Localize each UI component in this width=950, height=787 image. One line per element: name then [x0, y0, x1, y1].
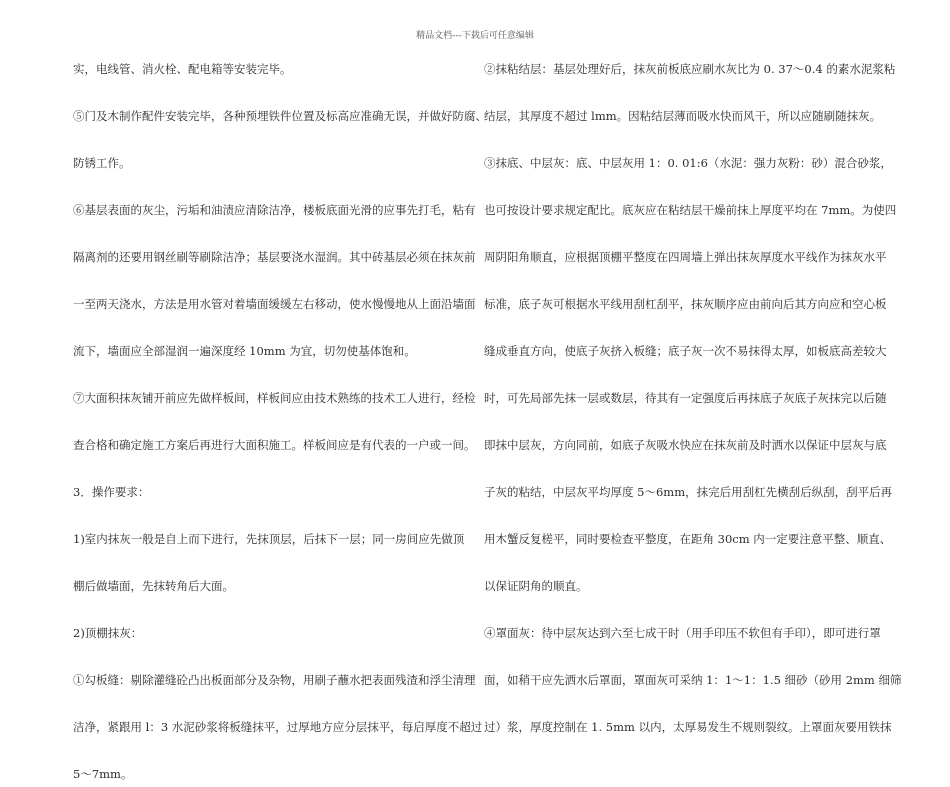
text-line: 5～7mm。: [73, 767, 133, 781]
text-line: [484, 176, 882, 200]
text-line: [73, 552, 468, 576]
text-line: [484, 364, 882, 388]
text-line: [73, 129, 468, 153]
text-line: [484, 599, 882, 623]
text-line: 2)顶棚抹灰：: [73, 626, 143, 640]
text-line: [73, 740, 468, 764]
text-line: ①勾板缝：剔除灌缝砼凸出板面部分及杂物，用刷子蘸水把表面残渣和浮尘清理: [73, 673, 476, 687]
text-line: 结层，其厚度不超过 lmm。因粘结层薄而吸水快而风干，所以应随刷随抹灰。: [484, 109, 882, 123]
text-line: 1)室内抹灰一般是自上而下进行，先抹顶层，后抹下一层；同一房间应先做顶: [73, 532, 465, 546]
text-line: 缝成垂直方向，使底子灰挤入板缝；底子灰一次不易抹得太厚，如板底高差较大: [484, 344, 887, 358]
text-line: ⑤门及木制作配件安装完毕，各种预埋铁件位置及标高应准确无误，并做好防腐、: [73, 109, 487, 123]
text-line: [73, 646, 468, 670]
text-line: ⑥基层表面的灰尘，污垢和油渍应清除洁净，楼板底面光滑的应事先打毛，粘有: [73, 203, 476, 217]
text-line: [484, 505, 882, 529]
text-line: [73, 458, 468, 482]
text-line: 周阴阳角顺直，应根据顶棚平整度在四周墙上弹出抹灰厚度水平线作为抹灰水平: [484, 250, 887, 264]
left-text-column: [73, 58, 487, 787]
text-line: 洁净，紧跟用 l：3 水泥砂浆将板缝抹平，过厚地方应分层抹平，每启厚度不超过: [73, 720, 483, 734]
text-line: [484, 82, 882, 106]
text-line: 也可按设计要求规定配比。底灰应在粘结层干燥前抹上厚度平均在 7mm。为使四: [484, 203, 897, 217]
text-line: 子灰的粘结，中层灰平均厚度 5～6mm，抹完后用刮杠先横刮后纵刮，刮平后再: [484, 485, 893, 499]
text-line: [484, 317, 882, 341]
text-line: 防锈工作。: [73, 156, 131, 170]
text-line: 棚后做墙面，先抹转角后大面。: [73, 579, 234, 593]
text-line: 面，如稍干应先洒水后罩面，罩面灰可采纳 1：1～1：1.5 细砂（砂用 2mm 细筛: [484, 673, 902, 687]
text-line: [73, 693, 468, 717]
text-line: [73, 317, 468, 341]
text-line: [484, 552, 882, 576]
text-line: [484, 646, 882, 670]
text-line: [484, 458, 882, 482]
text-line: [73, 270, 468, 294]
text-line: 即抹中层灰，方向同前，如底子灰吸水快应在抹灰前及时洒水以保证中层灰与底: [484, 438, 887, 452]
text-line: 流下，墙面应全部湿润一遍深度经 10mm 为宜，切勿使基体饱和。: [73, 344, 416, 358]
text-line: 隔离剂的还要用钢丝刷等刷除洁净；基层要浇水湿润。其中砖基层必须在抹灰前: [73, 250, 476, 264]
text-line: [73, 364, 468, 388]
text-line: [73, 599, 468, 623]
text-line: 一至两天浇水，方法是用水管对着墙面缓缓左右移动，使水慢慢地从上面沿墙面: [73, 297, 476, 311]
right-text-column: [484, 58, 902, 740]
text-line: 过）浆，厚度控制在 1. 5mm 以内，太厚易发生不规则裂纹。上罩面灰要用铁抹: [484, 720, 892, 734]
text-line: ⑦大面积抹灰铺开前应先做样板间，样板间应由技术熟练的技术工人进行，经检: [73, 391, 476, 405]
text-line: 3．操作要求：: [73, 485, 150, 499]
text-line: 以保证阴角的顺直。: [484, 579, 588, 593]
text-line: 时，可先局部先抹一层或数层，待其有一定强度后再抹底子灰底子灰抹完以后随: [484, 391, 887, 405]
text-line: 标准，底子灰可根据水平线用刮杠刮平，抹灰顺序应由前向后其方向应和空心板: [484, 297, 887, 311]
text-line: [484, 223, 882, 247]
text-line: [73, 82, 468, 106]
text-line: ②抹粘结层：基层处理好后，抹灰前板底应刷水灰比为 0. 37～0.4 的素水泥浆粘: [484, 62, 896, 76]
page-header: 精品文档---下载后可任意编辑: [416, 31, 534, 41]
text-line: [73, 223, 468, 247]
text-line: ④罩面灰：待中层灰达到六至七成干时（用手印压不软但有手印），即可进行罩: [484, 626, 881, 640]
text-line: [484, 411, 882, 435]
text-line: [484, 693, 882, 717]
text-line: [484, 270, 882, 294]
text-line: [73, 176, 468, 200]
text-line: 用木蟹反复槎平，同时要检查平整度，在距角 30cm 内一定要注意平整、顺直、: [484, 532, 892, 546]
text-line: [73, 505, 468, 529]
text-line: 实，电线管、消火栓、配电箱等安装完毕。: [73, 62, 292, 76]
text-line: 查合格和确定施工方案后再进行大面积施工。样板间应是有代表的一户或一间。: [73, 438, 476, 452]
text-line: [484, 129, 882, 153]
text-line: [73, 411, 468, 435]
text-line: ③抹底、中层灰：底、中层灰用 1：0. 01:6（水泥：强力灰粉：砂）混合砂浆，: [484, 156, 892, 170]
